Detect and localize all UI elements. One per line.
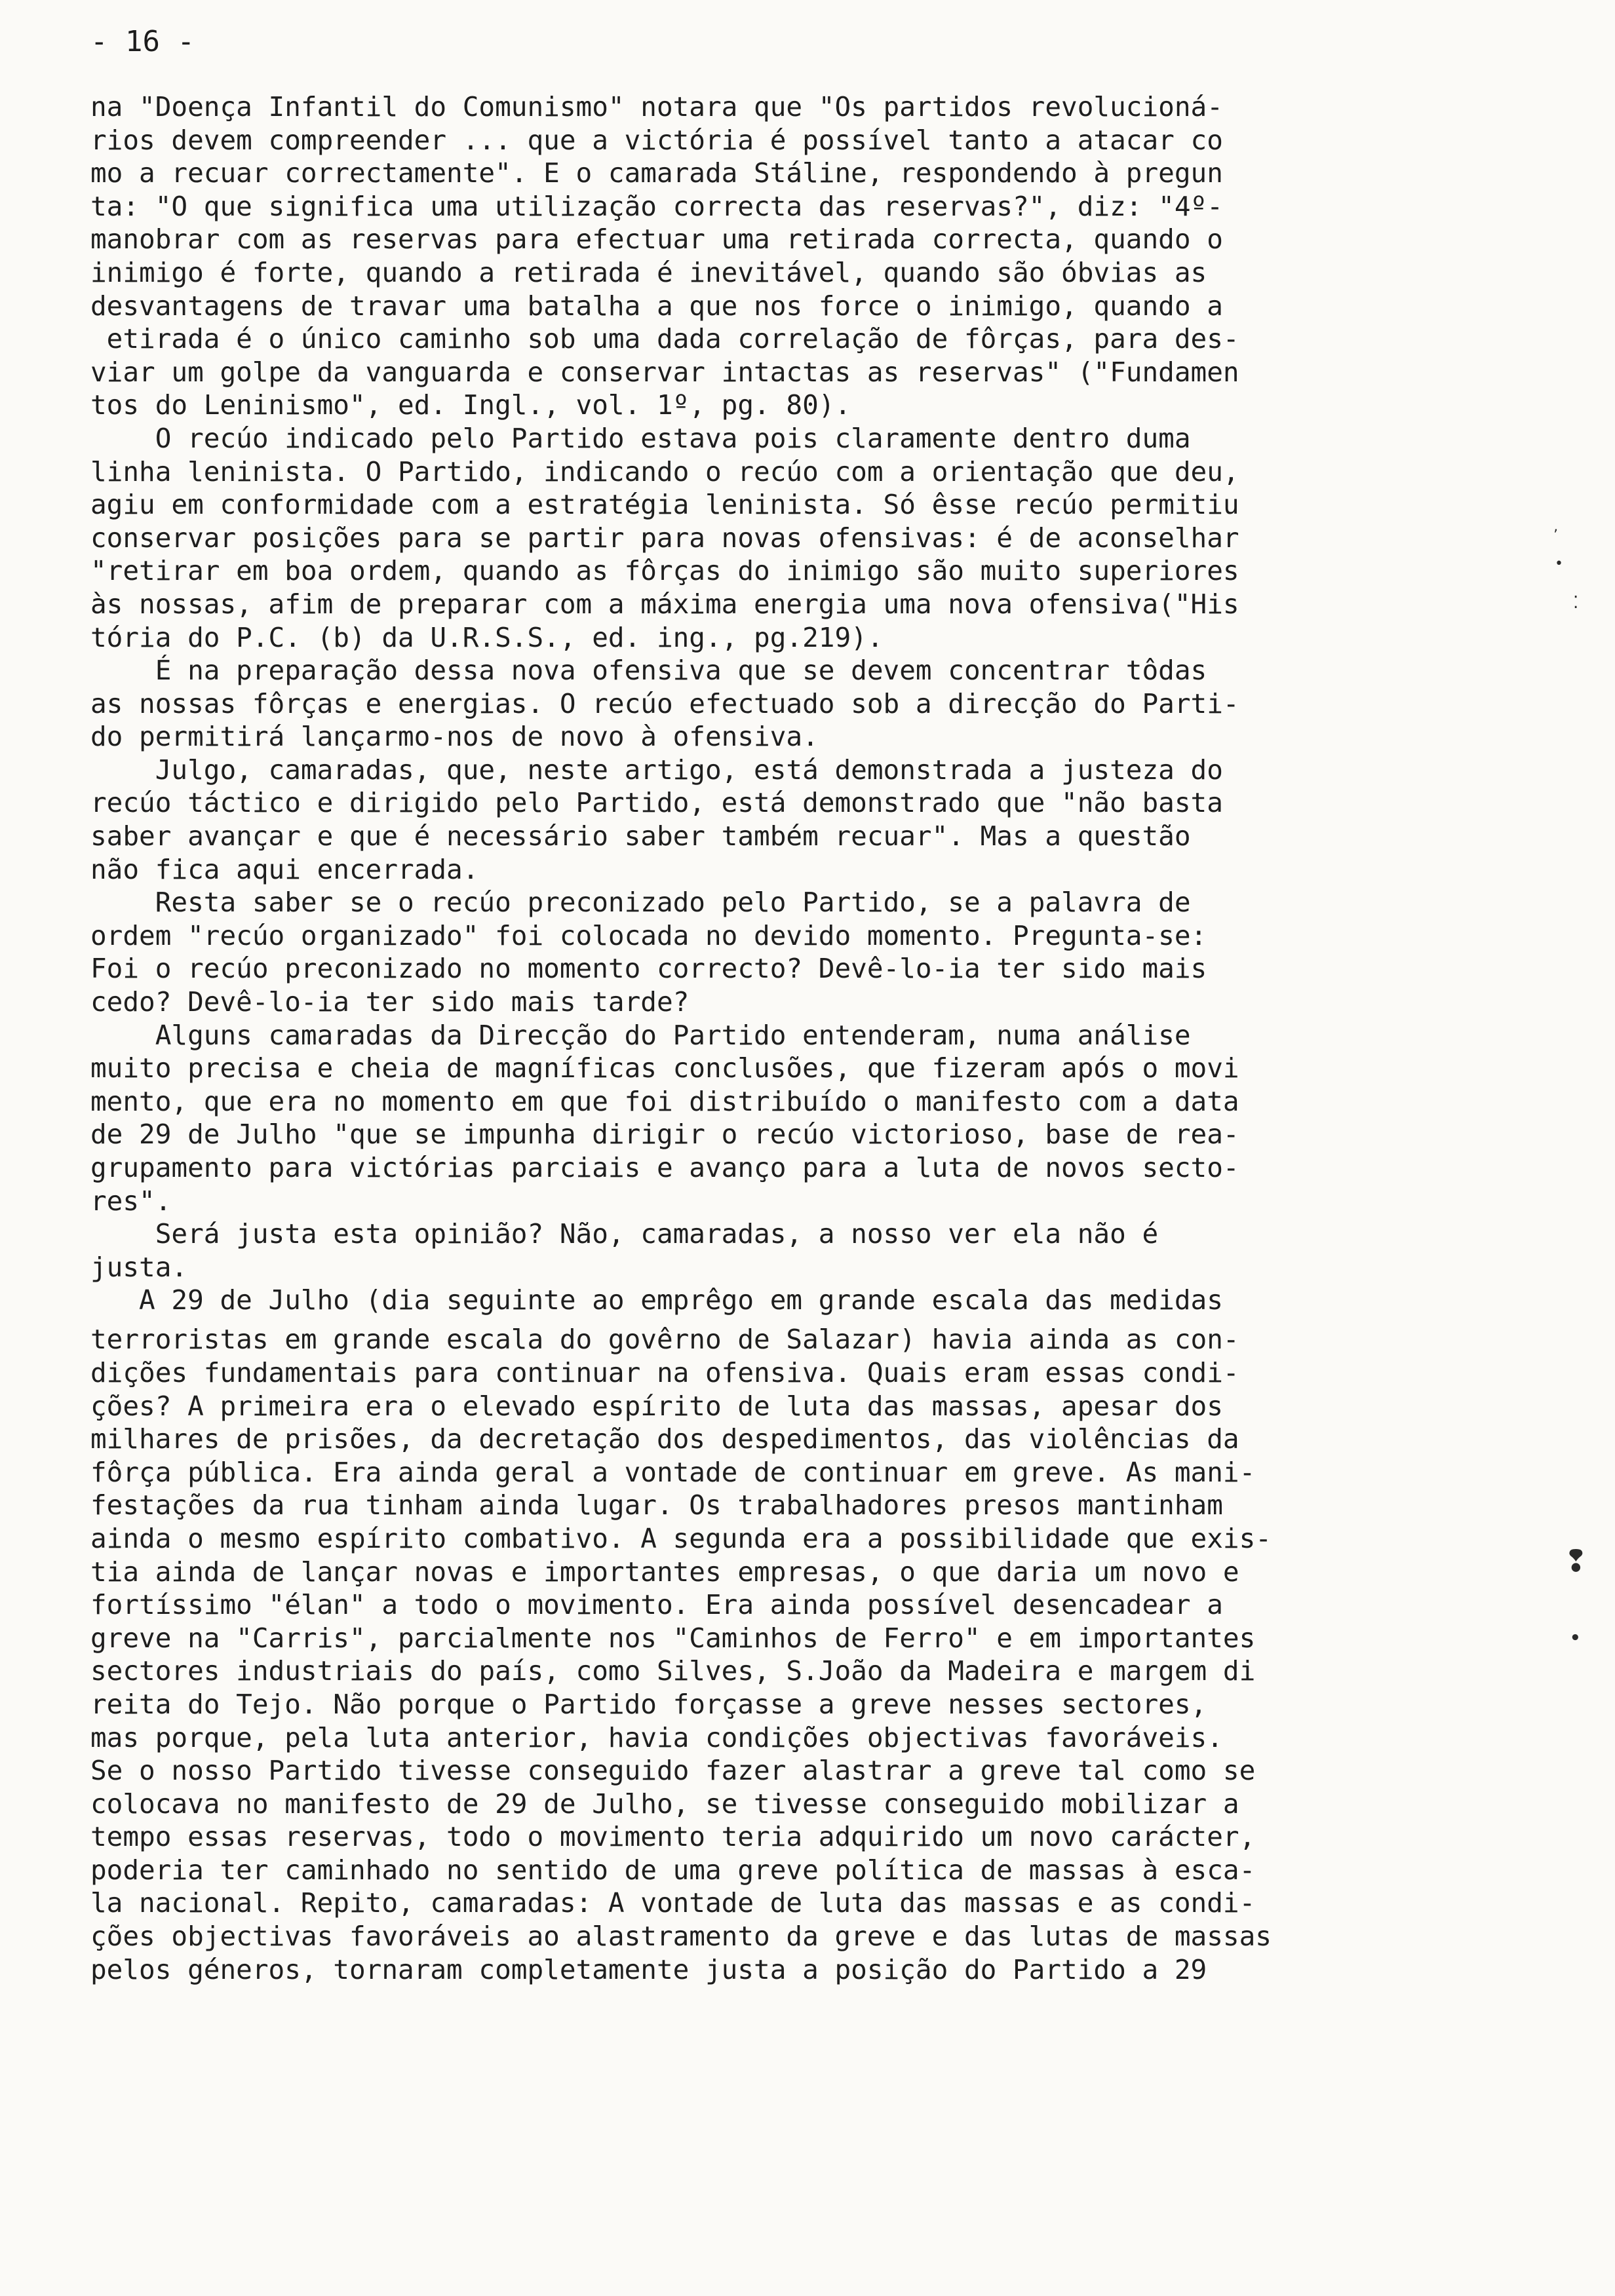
text-line: tia ainda de lançar novas e importantes empresas, o que daria um novo e — [90, 1556, 1239, 1588]
text-line: festações da rua tinham ainda lugar. Os trabalhadores presos mantinham — [90, 1489, 1223, 1521]
margin-mark: • — [1555, 556, 1563, 572]
text-line: colocava no manifesto de 29 de Julho, se tivesse conseguido mobilizar a — [90, 1788, 1239, 1820]
text-line: ções? A primeira era o elevado espírito de luta das massas, apesar dos — [90, 1390, 1223, 1422]
text-line: É na preparação dessa nova ofensiva que se devem concentrar tôdas — [90, 655, 1207, 687]
text-line: ta: "O que significa uma utilização correcta das reservas?", diz: "4º- — [90, 190, 1223, 222]
text-line: na "Doença Infantil do Comunismo" notara que "Os partidos revolucioná- — [90, 91, 1223, 123]
text-line: Foi o recúo preconizado no momento correcto? Devê-lo-ia ter sido mais — [90, 953, 1207, 985]
text-line: saber avançar e que é necessário saber também recuar". Mas a questão — [90, 820, 1191, 852]
text-line: as nossas fôrças e energias. O recúo efectuado sob a direcção do Parti- — [90, 687, 1239, 719]
text-line: "retirar em boa ordem, quando as fôrças do inimigo são muito superiores — [90, 555, 1239, 587]
body-text — [90, 90, 1493, 1986]
text-line: Será justa esta opinião? Não, camaradas, a nosso ver ela não é — [90, 1218, 1159, 1250]
text-line: não fica aqui encerrada. — [90, 853, 479, 885]
text-line: ções objectivas favoráveis ao alastramento da greve e das lutas de massas — [90, 1921, 1272, 1953]
text-line: tória do P.C. (b) da U.R.S.S., ed. ing., pg.219). — [90, 621, 884, 653]
text-line: A 29 de Julho (dia seguinte ao emprêgo em grande escala das medidas — [90, 1284, 1223, 1316]
margin-mark: ’ — [1553, 527, 1558, 544]
text-line: terroristas em grande escala do govêrno de Salazar) havia ainda as con- — [90, 1324, 1239, 1356]
text-line: grupamento para victórias parciais e avanço para a luta de novos secto- — [90, 1152, 1239, 1183]
text-line: milhares de prisões, da decretação dos despedimentos, das violências da — [90, 1423, 1239, 1455]
text-line: la nacional. Repito, camaradas: A vontade de luta das massas e as condi- — [90, 1887, 1256, 1919]
margin-mark: • — [1570, 1628, 1581, 1648]
text-line: mento, que era no momento em que foi distribuído o manifesto com a data — [90, 1085, 1239, 1117]
text-line: ainda o mesmo espírito combativo. A segunda era a possibilidade que exis- — [90, 1522, 1272, 1554]
text-line: greve na "Carris", parcialmente nos "Caminhos de Ferro" e em importantes — [90, 1622, 1256, 1654]
text-line: pelos géneros, tornaram completamente justa a posição do Partido a 29 — [90, 1953, 1207, 1985]
text-line: fortíssimo "élan" a todo o movimento. Era ainda possível desencadear a — [90, 1589, 1223, 1621]
text-line: mas porque, pela luta anterior, havia condições objectivas favoráveis. — [90, 1721, 1223, 1753]
text-line: Resta saber se o recúo preconizado pelo Partido, se a palavra de — [90, 887, 1191, 919]
text-line: Julgo, camaradas, que, neste artigo, está demonstrada a justeza do — [90, 754, 1223, 786]
text-line: manobrar com as reservas para efectuar uma retirada correcta, quando o — [90, 223, 1223, 256]
text-line: muito precisa e cheia de magníficas conclusões, que fizeram após o movi — [90, 1052, 1239, 1084]
text-line: poderia ter caminhado no sentido de uma greve política de massas à esca- — [90, 1854, 1256, 1886]
page-number: - 16 - — [90, 25, 195, 58]
margin-mark: ❢ — [1563, 1543, 1589, 1578]
text-line: linha leninista. O Partido, indicando o recúo com a orientação que deu, — [90, 455, 1239, 488]
text-line: recúo táctico e dirigido pelo Partido, está demonstrado que "não basta — [90, 787, 1223, 819]
text-line: Se o nosso Partido tivesse conseguido fazer alastrar a greve tal como se — [90, 1755, 1256, 1787]
text-line: cedo? Devê-lo-ia ter sido mais tarde? — [90, 986, 690, 1018]
text-line: desvantagens de travar uma batalha a que nos force o inimigo, quando a — [90, 290, 1223, 322]
text-line: agiu em conformidade com a estratégia leninista. Só êsse recúo permitiu — [90, 489, 1239, 521]
text-line: viar um golpe da vanguarda e conservar intactas as reservas" ("Fundamen — [90, 356, 1239, 388]
text-line: tempo essas reservas, todo o movimento teria adquirido um novo carácter, — [90, 1821, 1256, 1853]
text-line: mo a recuar correctamente". E o camarada Stáline, respondendo à pregun — [90, 157, 1223, 189]
text-line: dições fundamentais para continuar na ofensiva. Quais eram essas condi- — [90, 1356, 1239, 1388]
text-line: justa. — [90, 1251, 188, 1283]
text-line: Alguns camaradas da Direcção do Partido entenderam, numa análise — [90, 1019, 1191, 1051]
margin-mark: ⁚ — [1573, 593, 1579, 613]
text-line: sectores industriais do país, como Silves, S.João da Madeira e margem di — [90, 1655, 1256, 1687]
text-line: O recúo indicado pelo Partido estava pois claramente dentro duma — [90, 422, 1191, 454]
text-line: do permitirá lançarmo-nos de novo à ofensiva. — [90, 721, 819, 753]
text-line: às nossas, afim de preparar com a máxima energia uma nova ofensiva("His — [90, 588, 1239, 620]
text-line: ordem "recúo organizado" foi colocada no devido momento. Pregunta-se: — [90, 919, 1207, 951]
text-line: res". — [90, 1185, 172, 1217]
text-line: conservar posições para se partir para novas ofensivas: é de aconselhar — [90, 522, 1239, 554]
text-line: de 29 de Julho "que se impunha dirigir o recúo victorioso, base de rea- — [90, 1119, 1239, 1151]
text-line: reita do Tejo. Não porque o Partido forçasse a greve nesses sectores, — [90, 1688, 1207, 1720]
text-line: tos do Leninismo", ed. Ingl., vol. 1º, pg. 80). — [90, 389, 851, 421]
text-line: rios devem compreender ... que a victória é possível tanto a atacar co — [90, 124, 1223, 156]
text-line: fôrça pública. Era ainda geral a vontade de continuar em greve. As mani- — [90, 1456, 1256, 1488]
text-line: inimigo é forte, quando a retirada é inevitável, quando são óbvias as — [90, 256, 1207, 288]
text-line: etirada é o único caminho sob uma dada correlação de fôrças, para des- — [90, 323, 1239, 355]
